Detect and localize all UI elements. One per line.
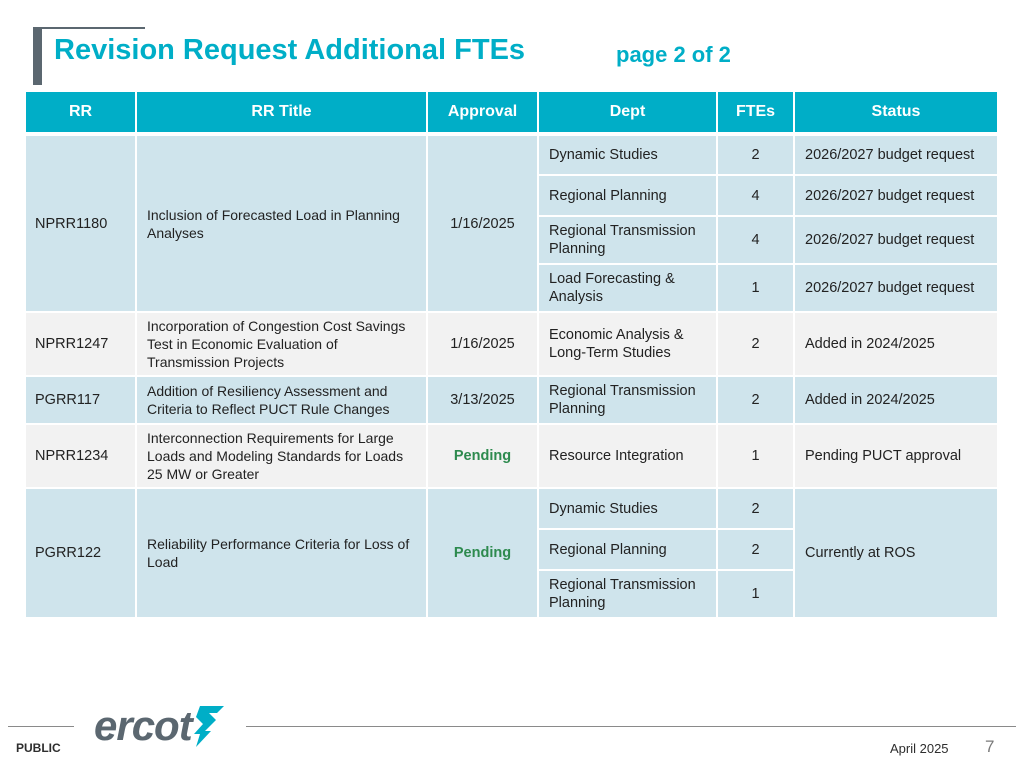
ftes-cell: 2 [717,134,794,175]
status-cell: Added in 2024/2025 [794,312,998,376]
column-header-rr-title: RR Title [136,92,427,134]
column-header-status: Status [794,92,998,134]
classification-label: PUBLIC [16,741,61,755]
rr-id-cell: NPRR1247 [26,312,136,376]
ftes-cell: 2 [717,529,794,570]
table-row [26,312,998,376]
dept-cell: Regional Transmission Planning [538,216,717,264]
logo-wordmark: ercot [94,702,192,749]
dept-cell: Regional Transmission Planning [538,376,717,424]
title-accent-line [33,27,145,29]
dept-cell: Load Forecasting & Analysis [538,264,717,312]
rr-id-cell: PGRR117 [26,376,136,424]
column-header-rr: RR [26,92,136,134]
table-row [26,424,998,488]
ftes-cell: 1 [717,264,794,312]
table-row [26,376,998,424]
column-header-dept: Dept [538,92,717,134]
status-cell: Currently at ROS [794,488,998,618]
rr-title-cell: Incorporation of Congestion Cost Savings Test in Economic Evaluation of Transmission Projects [136,312,427,376]
status-cell: 2026/2027 budget request [794,134,998,175]
table-row [26,488,998,529]
approval-cell: 1/16/2025 [427,312,538,376]
page-subtitle: page 2 of 2 [616,42,731,67]
dept-cell: Regional Planning [538,529,717,570]
ftes-cell: 2 [717,312,794,376]
status-cell: Added in 2024/2025 [794,376,998,424]
table-row [26,134,998,175]
rr-title-cell: Interconnection Requirements for Large Loads and Modeling Standards for Loads 25 MW or Greater [136,424,427,488]
dept-cell: Dynamic Studies [538,134,717,175]
ftes-cell: 1 [717,424,794,488]
rr-id-cell: PGRR122 [26,488,136,618]
ercot-logo [84,700,234,754]
rr-title-cell: Inclusion of Forecasted Load in Planning Analyses [136,134,427,312]
ftes-cell: 1 [717,570,794,618]
ftes-cell: 4 [717,175,794,216]
approval-cell [427,488,538,618]
rr-title-cell: Reliability Performance Criteria for Loss of Load [136,488,427,618]
logo-bolt-icon [194,706,224,747]
dept-cell: Regional Planning [538,175,717,216]
ftes-cell: 2 [717,376,794,424]
status-cell: 2026/2027 budget request [794,175,998,216]
status-cell: Pending PUCT approval [794,424,998,488]
dept-cell: Regional Transmission Planning [538,570,717,618]
title-accent-bar [33,27,42,85]
column-header-approval: Approval [427,92,538,134]
approval-cell: 1/16/2025 [427,134,538,312]
footer-date: April 2025 [890,741,949,756]
dept-cell: Economic Analysis & Long-Term Studies [538,312,717,376]
pending-badge: Pending [453,545,512,561]
ftes-cell: 2 [717,488,794,529]
page-title: Revision Request Additional FTEs [54,34,526,66]
pending-badge: Pending [453,448,512,464]
footer-divider-right [246,726,1016,727]
footer-divider-left [8,726,74,727]
status-cell: 2026/2027 budget request [794,216,998,264]
approval-cell [427,424,538,488]
rr-title-cell: Addition of Resiliency Assessment and Criteria to Reflect PUCT Rule Changes [136,376,427,424]
rr-id-cell: NPRR1180 [26,134,136,312]
approval-cell: 3/13/2025 [427,376,538,424]
table-header-row [26,92,998,134]
status-cell: 2026/2027 budget request [794,264,998,312]
ftes-cell: 4 [717,216,794,264]
dept-cell: Dynamic Studies [538,488,717,529]
rr-id-cell: NPRR1234 [26,424,136,488]
revision-request-table [26,92,999,619]
page-number: 7 [985,737,995,756]
dept-cell: Resource Integration [538,424,717,488]
column-header-ftes: FTEs [717,92,794,134]
